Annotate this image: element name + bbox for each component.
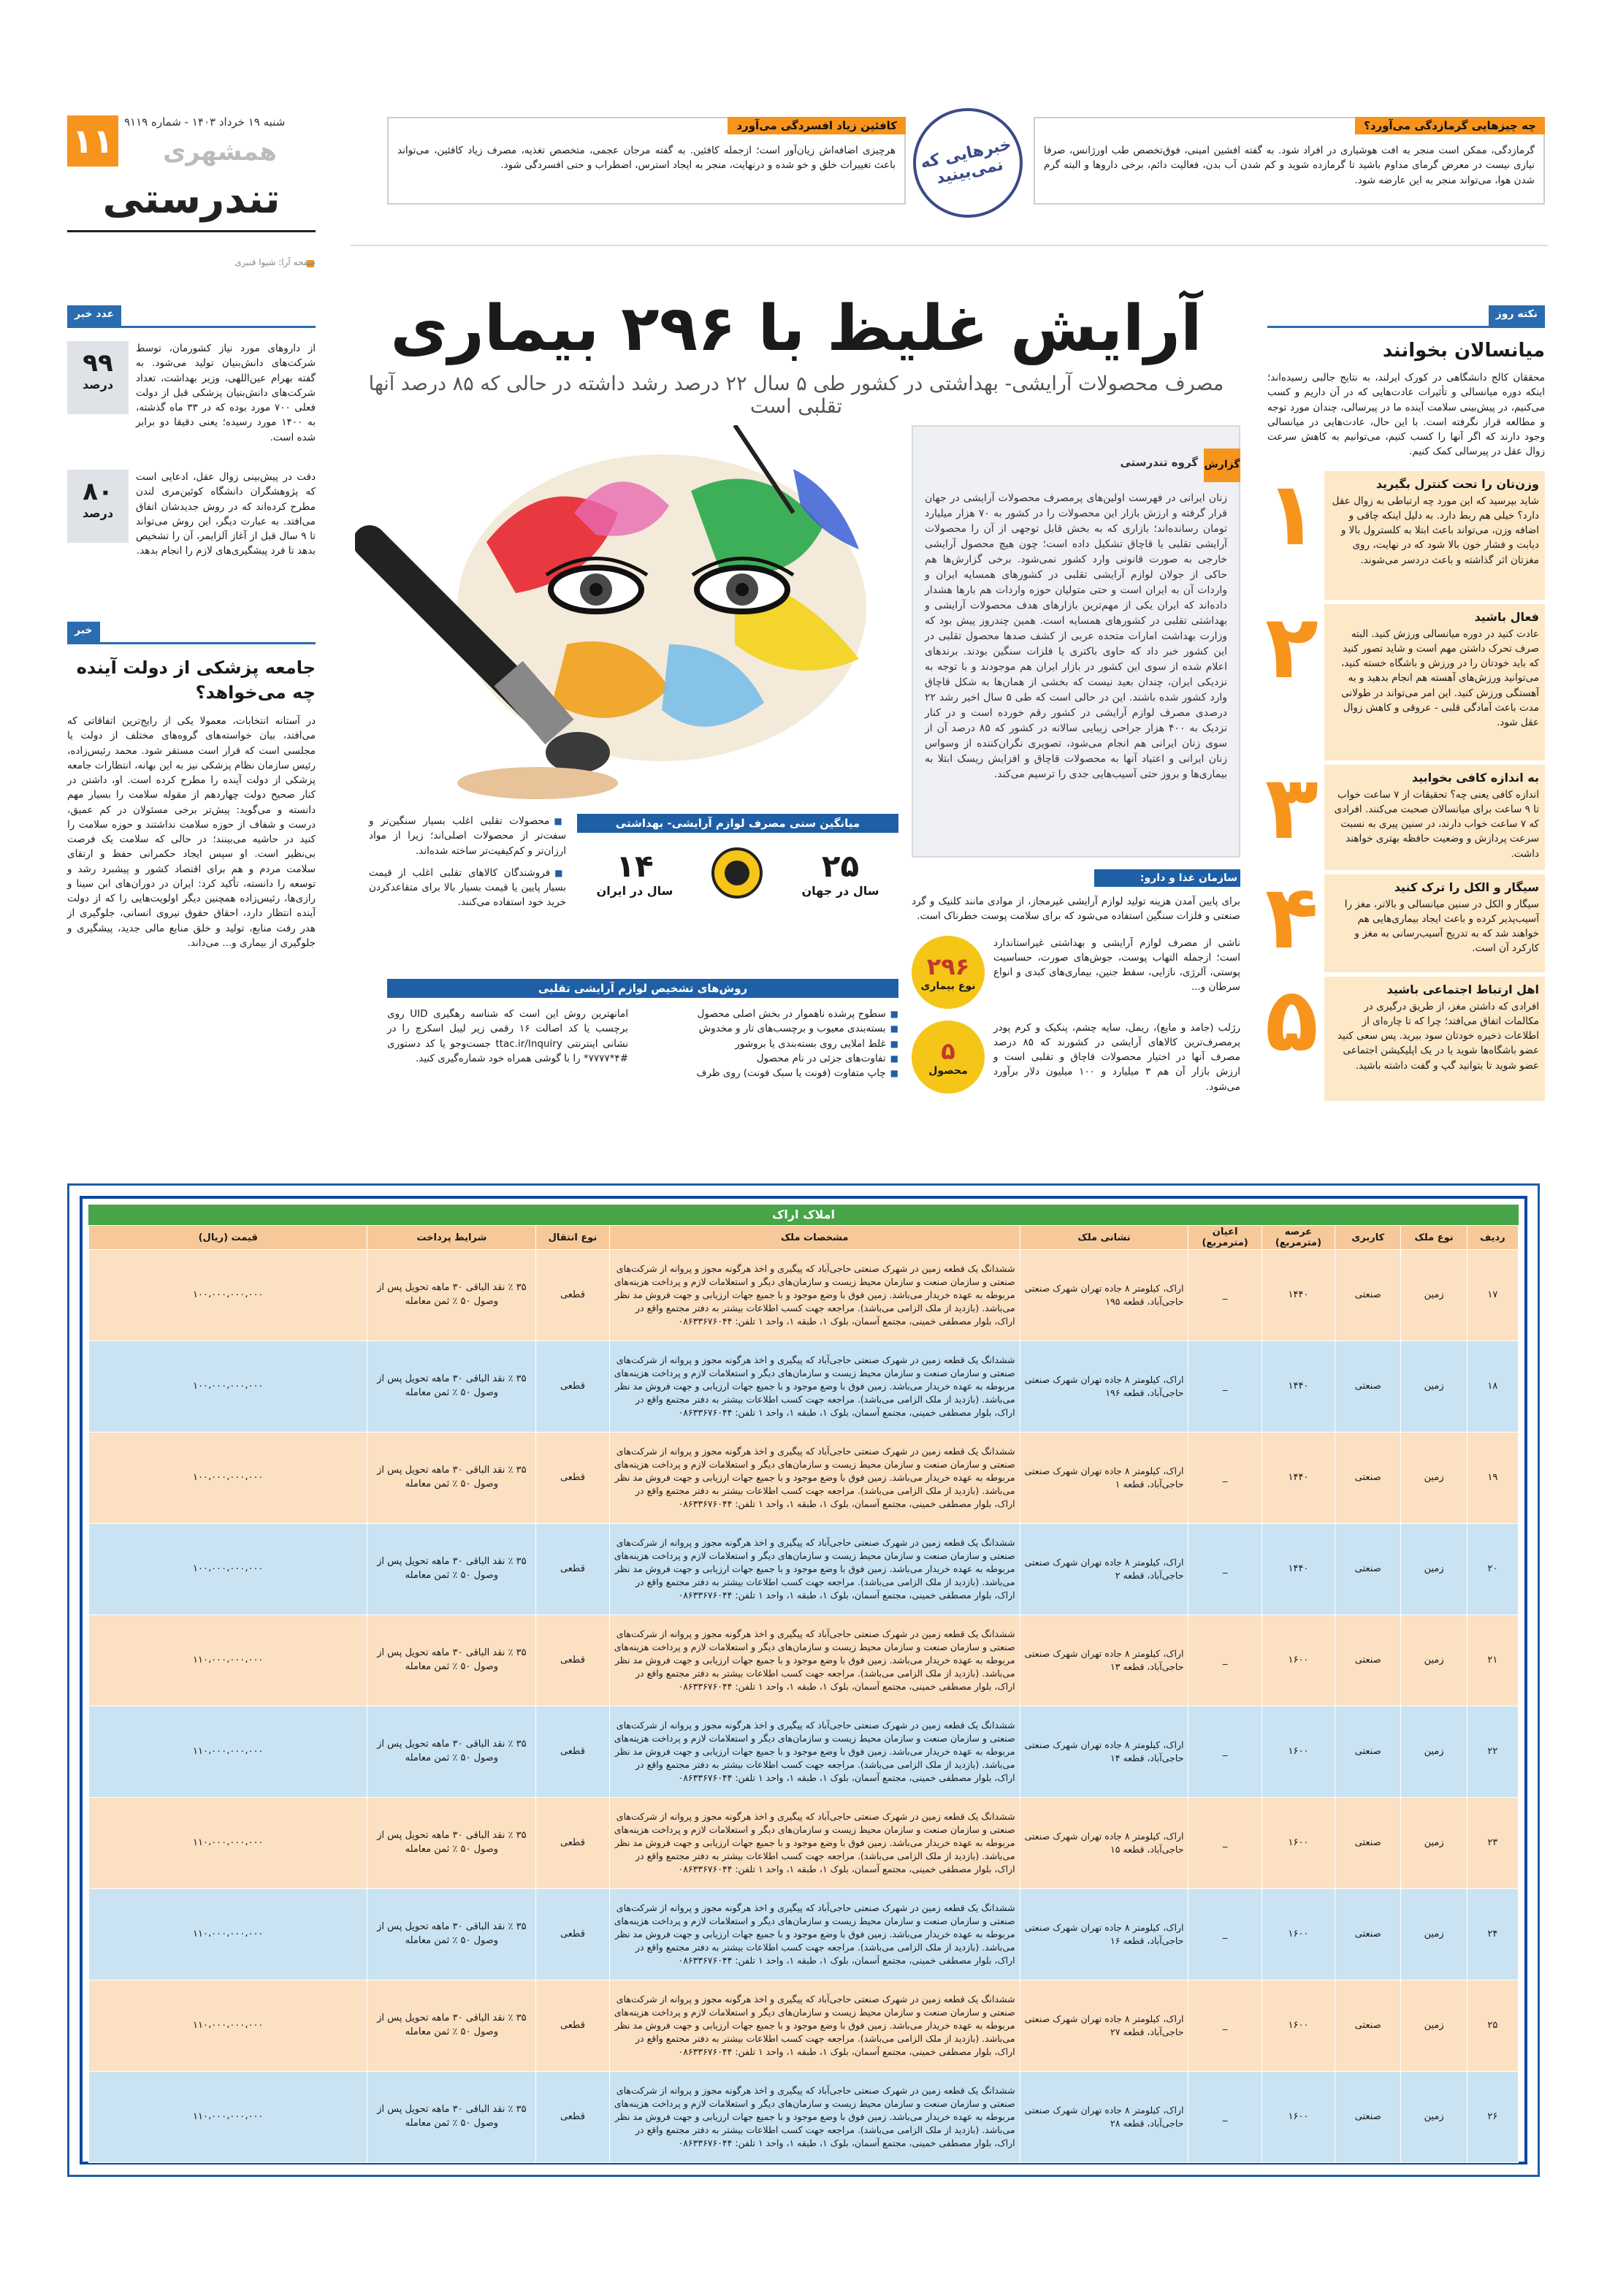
tip-item — [1264, 757, 1545, 870]
cell-use: صنعتی — [1335, 1615, 1401, 1706]
age-stats — [577, 847, 898, 899]
age-iran — [597, 848, 673, 898]
top-news-left — [387, 117, 906, 205]
cell-area: ۱۶۰۰ — [1261, 1615, 1335, 1706]
cell-type: زمین — [1401, 1250, 1467, 1341]
cell-transfer: قطعی — [536, 1433, 609, 1524]
cell-row: ۱۹ — [1467, 1433, 1518, 1524]
detect-item: ■ غلط املایی روی بسته‌بندی یا بروشور — [640, 1037, 898, 1051]
tip-item — [1264, 596, 1545, 760]
table-row — [89, 1615, 1519, 1706]
page-editor: صفحه آرا: شیوا قنبری — [234, 257, 316, 267]
cell-use: صنعتی — [1335, 1341, 1401, 1433]
cell-build: _ — [1188, 1433, 1261, 1524]
cell-type: زمین — [1401, 1341, 1467, 1433]
cell-row: ۲۴ — [1467, 1889, 1518, 1980]
cell-type: زمین — [1401, 1706, 1467, 1798]
cell-desc: ششدانگ یک قطعه زمین در شهرک صنعتی حاجی‌آباد که پیگیری و اخذ هرگونه مجوز و پروانه از شرکت‌های صنعتی و سازمان صنعت و سازمان محیط زیست و سازمان‌های دیگر و استعلامات لازم و پرداخت هزینه‌های مربوطه به عهده خریدار می‌باشد. زمین فوق با وضع موجود و با جمیع جهات ارزیابی و جهت فروش مد نظر می‌باشد. (بازدید از ملک الزامی می‌باشد). مراجعه جهت کسب اطلاعات بیشتر به دفتر مجتمع واقع در اراک، بلوار مصطفی خمینی، مجتمع آسمان، بلوک ۱، طبقه ۱، واحد ۱ تلفن: ۰۸۶۳۳۶۷۶۰۴۴ — [609, 1433, 1020, 1524]
cell-price: ۱۰۰،۰۰۰،۰۰۰،۰۰۰ — [89, 1433, 367, 1524]
tip-title: به اندازه کافی بخوابید — [1411, 770, 1539, 785]
tip-title: اهل ارتباط اجتماعی باشید — [1386, 982, 1539, 996]
tip-text: سیگار و الکل در سنین میانسالی و بالاتر، مغز را آسیب‌پذیر کرده و باعث ایجاد بیماری‌هایی هم خواهند شد که به تدریج آسیب‌رسانی به مغز و کارکرد آن است. — [1344, 898, 1539, 955]
table-row — [89, 1889, 1519, 1980]
col-header: نوع انتقال — [536, 1226, 609, 1250]
cell-address: اراک، کیلومتر ۸ جاده تهران شهرک صنعتی حاجی‌آباد، قطعه ۱۴ — [1020, 1706, 1188, 1798]
table-row — [89, 1980, 1519, 2072]
cell-type: زمین — [1401, 1524, 1467, 1615]
col-header: عرصه (مترمربع) — [1261, 1226, 1335, 1250]
cell-pay: ۳۵ ٪ نقد الباقی ۳۰ ماهه تحویل پس از وصول ۵۰ ٪ ثمن معامله — [367, 1341, 536, 1433]
cell-desc: ششدانگ یک قطعه زمین در شهرک صنعتی حاجی‌آباد که پیگیری و اخذ هرگونه مجوز و پروانه از شرکت‌های صنعتی و سازمان صنعت و سازمان محیط زیست و سازمان‌های دیگر و استعلامات لازم و پرداخت هزینه‌های مربوطه به عهده خریدار می‌باشد. زمین فوق با وضع موجود و با جمیع جهات ارزیابی و جهت فروش مد نظر می‌باشد. (بازدید از ملک الزامی می‌باشد). مراجعه جهت کسب اطلاعات بیشتر به دفتر مجتمع واقع در اراک، بلوار مصطفی خمینی، مجتمع آسمان، بلوک ۱، طبقه ۱، واحد ۱ تلفن: ۰۸۶۳۳۶۷۶۰۴۴ — [609, 1980, 1020, 2072]
cell-use: صنعتی — [1335, 1524, 1401, 1615]
cell-build: _ — [1188, 2072, 1261, 2163]
cell-area: ۱۶۰۰ — [1261, 1706, 1335, 1798]
disease-count: ۲۹۶ — [926, 952, 970, 980]
table-row — [89, 2072, 1519, 2163]
cell-pay: ۳۵ ٪ نقد الباقی ۳۰ ماهه تحویل پس از وصول ۵۰ ٪ ثمن معامله — [367, 1524, 536, 1615]
table-row — [89, 1341, 1519, 1433]
cell-area: ۱۶۰۰ — [1261, 1980, 1335, 2072]
cell-area: ۱۴۴۰ — [1261, 1341, 1335, 1433]
property-ad-frame — [80, 1196, 1527, 2165]
cell-transfer: قطعی — [536, 1980, 609, 2072]
cell-row: ۱۸ — [1467, 1341, 1518, 1433]
cell-price: ۱۱۰،۰۰۰،۰۰۰،۰۰۰ — [89, 2072, 367, 2163]
detect-note: امانهترین روش این است که شناسه رهگیری UID روی برچسب یا کد اصالت ۱۶ رقمی زیر لیبل اسکرچ را در نشانی اینترنتی ttac.ir/Inquiry جست‌وجو یا کد دستوری #۴*۷۷۷۷* را با گوشی همراه خود شماره‌گیری کنید. — [387, 1008, 628, 1064]
fake-points — [369, 814, 566, 910]
col-header: اعیان (مترمربع) — [1188, 1226, 1261, 1250]
table-row — [89, 1433, 1519, 1524]
stat-99-text: از داروهای مورد نیاز کشورمان، توسط شرکت‌های دانش‌بنیان تولید می‌شود. به گفته بهرام عین‌اللهی، وزیر بهداشت، تعداد شرکت‌های دانش‌بنیان پزشکی قبل از دولت فعلی ۷۰۰ مورد بوده که در ۳۳ ماه گذشته، به ۱۴۰۰ مورد رسیده؛ یعنی دقیقا دو برابر شده است. — [136, 343, 316, 443]
stat-99-unit: درصد — [82, 378, 114, 392]
cell-price: ۱۰۰،۰۰۰،۰۰۰،۰۰۰ — [89, 1524, 367, 1615]
cell-use: صنعتی — [1335, 1980, 1401, 2072]
cell-desc: ششدانگ یک قطعه زمین در شهرک صنعتی حاجی‌آباد که پیگیری و اخذ هرگونه مجوز و پروانه از شرکت‌های صنعتی و سازمان صنعت و سازمان محیط زیست و سازمان‌های دیگر و استعلامات لازم و پرداخت هزینه‌های مربوطه به عهده خریدار می‌باشد. زمین فوق با وضع موجود و با جمیع جهات ارزیابی و جهت فروش مد نظر می‌باشد. (بازدید از ملک الزامی می‌باشد). مراجعه جهت کسب اطلاعات بیشتر به دفتر مجتمع واقع در اراک، بلوار مصطفی خمینی، مجتمع آسمان، بلوک ۱، طبقه ۱، واحد ۱ تلفن: ۰۸۶۳۳۶۷۶۰۴۴ — [609, 2072, 1020, 2163]
cell-transfer: قطعی — [536, 1889, 609, 1980]
cell-row: ۲۳ — [1467, 1798, 1518, 1889]
col-header: مشخصات ملک — [609, 1226, 1020, 1250]
number-news-rule — [67, 326, 316, 328]
cell-pay: ۳۵ ٪ نقد الباقی ۳۰ ماهه تحویل پس از وصول ۵۰ ٪ ثمن معامله — [367, 1798, 536, 1889]
stat-99-box — [67, 341, 129, 414]
cell-pay: ۳۵ ٪ نقد الباقی ۳۰ ماهه تحویل پس از وصول ۵۰ ٪ ثمن معامله — [367, 1250, 536, 1341]
stat-80 — [67, 470, 316, 609]
tip-box — [1324, 604, 1545, 760]
news-tag: خبر — [67, 622, 100, 642]
table-row — [89, 1798, 1519, 1889]
cell-use: صنعتی — [1335, 1250, 1401, 1341]
detect-item: ■ بسته‌بندی معیوب و برچسب‌های تار و مخدوش — [640, 1021, 898, 1036]
top-news-right-text: گرمازدگی، ممکن است منجر به افت هوشیاری در افراد شود. به گفته افشین امینی، فوق‌تخصص طب اورژانس، صرفا نیازی نیست در معرض گرمای مداوم باشید تا گرمازده شوید و کم شدن آب بدن، فعالیت دائم، برخی داروها و البته گرم شدن هوا، می‌تواند منجر به این عارضه شود. — [1044, 145, 1535, 186]
property-table — [88, 1225, 1519, 2163]
disease-badge — [912, 936, 985, 1009]
cell-use: صنعتی — [1335, 1433, 1401, 1524]
disease-label: نوع بیماری — [920, 980, 976, 992]
table-row — [89, 1706, 1519, 1798]
products-label: محصول — [928, 1064, 968, 1077]
cell-desc: ششدانگ یک قطعه زمین در شهرک صنعتی حاجی‌آباد که پیگیری و اخذ هرگونه مجوز و پروانه از شرکت‌های صنعتی و سازمان صنعت و سازمان محیط زیست و سازمان‌های دیگر و استعلامات لازم و پرداخت هزینه‌های مربوطه به عهده خریدار می‌باشد. زمین فوق با وضع موجود و با جمیع جهات ارزیابی و جهت فروش مد نظر می‌باشد. (بازدید از ملک الزامی می‌باشد). مراجعه جهت کسب اطلاعات بیشتر به دفتر مجتمع واقع در اراک، بلوار مصطفی خمینی، مجتمع آسمان، بلوک ۱، طبقه ۱، واحد ۱ تلفن: ۰۸۶۳۳۶۷۶۰۴۴ — [609, 1341, 1020, 1433]
tip-number: ۵ — [1264, 969, 1318, 1071]
cell-build: _ — [1188, 1524, 1261, 1615]
main-headline: آرایش غلیظ با ۲۹۶ بیماری — [390, 292, 1202, 365]
newspaper-logo: همشهری — [163, 137, 277, 167]
cell-address: اراک، کیلومتر ۸ جاده تهران شهرک صنعتی حاجی‌آباد، قطعه ۱۳ — [1020, 1615, 1188, 1706]
age-iran-label: سال در ایران — [596, 884, 673, 898]
age-world — [802, 848, 879, 898]
cell-transfer: قطعی — [536, 1706, 609, 1798]
cell-use: صنعتی — [1335, 2072, 1401, 2163]
col-header: ردیف — [1467, 1226, 1518, 1250]
tip-item — [1264, 969, 1545, 1101]
tip-title: وزن‌تان را تحت کنترل بگیرید — [1375, 476, 1539, 491]
disease-text: ناشی از مصرف لوازم آرایشی و بهداشتی غیراستاندارد است؛ ازجمله التهاب پوست، جوش‌های صورت، حساسیت پوستی، آلرژی، نازایی، سقط جنین، بیماری‌های کبدی و انواع سرطان و... — [993, 937, 1240, 993]
cell-build: _ — [1188, 1889, 1261, 1980]
tip-item — [1264, 866, 1545, 972]
fake-point: ■ فروشندگان کالاهای تقلبی اغلب از قیمت بسیار پایین یا قیمت بسیار بالا برای متقاعدکردن خرید خود استفاده می‌کنند. — [369, 866, 566, 910]
age-title: میانگین سنی مصرف لوازم آرایشی- بهداشتی — [577, 814, 898, 833]
cell-row: ۲۵ — [1467, 1980, 1518, 2072]
number-news-tag: عدد خبر — [67, 305, 121, 326]
cell-price: ۱۱۰،۰۰۰،۰۰۰،۰۰۰ — [89, 1889, 367, 1980]
makeup-face-illustration — [355, 425, 904, 805]
cell-row: ۲۲ — [1467, 1706, 1518, 1798]
age-world-value: ۲۵ — [821, 848, 860, 884]
cell-area: ۱۶۰۰ — [1261, 1798, 1335, 1889]
cell-use: صنعتی — [1335, 1889, 1401, 1980]
cell-row: ۲۰ — [1467, 1524, 1518, 1615]
cell-address: اراک، کیلومتر ۸ جاده تهران شهرک صنعتی حاجی‌آباد، قطعه ۲۸ — [1020, 2072, 1188, 2163]
news-title: جامعه پزشکی از دولت آینده چه می‌خواهد؟ — [76, 657, 316, 703]
tip-text: شاید بپرسید که این مورد چه ارتباطی به زوال عقل دارد؟ خیلی هم ربط دارد. به دلیل اینکه چاقی و اضافه وزن، می‌تواند باعث ابتلا به کلسترول بالا و دیابت و فشار خون بالا شود که در نهایت، روی مغزتان اثر گذاشته و باعث دردسر می‌شوند. — [1332, 495, 1539, 566]
cell-type: زمین — [1401, 1615, 1467, 1706]
col-header: کاربری — [1335, 1226, 1401, 1250]
stat-80-box — [67, 470, 129, 543]
cell-pay: ۳۵ ٪ نقد الباقی ۳۰ ماهه تحویل پس از وصول ۵۰ ٪ ثمن معامله — [367, 1980, 536, 2072]
detect-item: ■ تفاوت‌های جزئی در نام محصول — [640, 1051, 898, 1066]
mirror-glass — [725, 861, 749, 885]
cell-area: ۱۴۴۰ — [1261, 1433, 1335, 1524]
stat-80-text: دقت در پیش‌بینی زوال عقل، ادعایی است که پژوهشگران دانشگاه کوئین‌مری لندن مطرح کرده‌اند که در روش جدیدشان اتفاق می‌افتد. به عبارت دیگر، این روش می‌تواند تا ۹ سال قبل از آغاز آلزایمر، آن را تشخیص بدهد تا فرد پیشگیری‌های لازم را انجام بدهد. — [136, 471, 316, 557]
cell-type: زمین — [1401, 1980, 1467, 2072]
property-ad — [67, 1183, 1540, 2177]
section-title: تندرستی — [102, 175, 280, 223]
cell-build: _ — [1188, 1798, 1261, 1889]
table-body — [89, 1250, 1519, 2163]
fda-text: برای پایین آمدن هزینه تولید لوازم آرایشی غیرمجاز، از موادی مانند کلنیک و گرد صنعتی و فلزات سنگین استفاده می‌شود که برای سلامت پوست خطرناک است. — [912, 896, 1240, 923]
report-text: زنان ایرانی در فهرست اولین‌های پرمصرف محصولات آرایشی در جهان قرار گرفته و ارزش بازار این محصولات را در کشور به ۷۰ هزار میلیارد تومان رسانده‌اند؛ بازاری که به بخش قابل توجهی از آن را محصولات آرایشی تقلبی یا قاچاق تشکیل داده است؛ چون هیچ محصول آرایشی خارجی به صورت قانونی وارد کشور نمی‌شود. برخی گزارش‌ها هم حاکی از جولان لوازم آرایشی تقلبی در کشورهای همسایه ایران و واردات آن به ایران است و حتی متولیان حوزه واردات هم بارها هشدار داده‌اند که ایران یکی از مهم‌ترین بازارهای هدف محصولات آرایشی و بهداشتی تقلبی در کشورهای همسایه است. همین چندروز پیش بود که وزارت بهداشت امارات متحده عربی از کشف صدها محصول تقلبی در این کشور خبر داد که حاوی باکتری یا فلزات سنگین بودند. برندهای اعلام شده از سوی این کشور در بازار ایران هم موجودند و با توجه به نزدیکی ایران، چندان بعید نیست که بخشی از همان‌ها به شکل قاچاق وارد کشور شده باشند. این در حالی است که طی ۵ سال اخیر رشد ۲۲ درصدی مصرف لوازم آرایشی در کشور رقم خورده است و در کنار نزدیک به ۴۰۰ هزار جراحی زیبایی سالانه در کشور که ۸۵ درصد آن از سوی زنان ایرانی هم انجام می‌شود، تصویری نگران‌کننده از وسواس زنان ایرانی و اعتیاد آنها به محصولات قاچاق و افزایش ریسک ابتلا به بیماری‌ها و بروز حتی آسیب‌هایی جدی را ترسیم می‌کند. — [925, 492, 1227, 780]
table-row — [89, 1524, 1519, 1615]
hidden-news-stamp — [903, 98, 1033, 228]
tip-number: ۴ — [1264, 866, 1318, 969]
stat-80-value: ۸۰ — [83, 477, 113, 506]
cell-build: _ — [1188, 1250, 1261, 1341]
right-column — [1264, 305, 1545, 1101]
cell-address: اراک، کیلومتر ۸ جاده تهران شهرک صنعتی حاجی‌آباد، قطعه ۱ — [1020, 1433, 1188, 1524]
col-header: نشانی ملک — [1020, 1226, 1188, 1250]
tip-text: افرادی که داشتن مغز، از طریق درگیری در مکالمات اتفاق می‌افتد؛ چرا که تا چاره‌ای از اطلاعات ذخیره خودتان سود ببرید. پس سعی کنید عضو باشگاه‌ها شوید یا در یک اپلیکیشن اجتماعی عضو شوید تا بتوانید گپ و گفت داشته باشید. — [1337, 1000, 1539, 1072]
cell-row: ۲۶ — [1467, 2072, 1518, 2163]
top-news-right-tag: چه چیزهایی گرمازدگی می‌آورد؟ — [1355, 117, 1545, 134]
tips-list — [1264, 463, 1545, 1101]
tip-number: ۱ — [1264, 463, 1318, 565]
cell-row: ۲۱ — [1467, 1615, 1518, 1706]
tip-rule — [1267, 326, 1545, 328]
cell-transfer: قطعی — [536, 1250, 609, 1341]
cell-transfer: قطعی — [536, 1524, 609, 1615]
top-news-left-text: هرچیزی اضافه‌اش زیان‌آور است؛ ازجمله کافئین. به گفته مرجان عجمی، متخصص تغذیه، مصرف زیاد کافئین، می‌تواند باعث تغییرات خلق و خو شده و درنهایت، منجر به ایجاد استرس، اضطراب و حتی افسردگی شود. — [397, 145, 896, 172]
cell-desc: ششدانگ یک قطعه زمین در شهرک صنعتی حاجی‌آباد که پیگیری و اخذ هرگونه مجوز و پروانه از شرکت‌های صنعتی و سازمان صنعت و سازمان محیط زیست و سازمان‌های دیگر و استعلامات لازم و پرداخت هزینه‌های مربوطه به عهده خریدار می‌باشد. زمین فوق با وضع موجود و با جمیع جهات ارزیابی و جهت فروش مد نظر می‌باشد. (بازدید از ملک الزامی می‌باشد). مراجعه جهت کسب اطلاعات بیشتر به دفتر مجتمع واقع در اراک، بلوار مصطفی خمینی، مجتمع آسمان، بلوک ۱، طبقه ۱، واحد ۱ تلفن: ۰۸۶۳۳۶۷۶۰۴۴ — [609, 1798, 1020, 1889]
report-box — [912, 425, 1240, 858]
cell-address: اراک، کیلومتر ۸ جاده تهران شهرک صنعتی حاجی‌آباد، قطعه ۱۹۶ — [1020, 1341, 1188, 1433]
age-panel — [577, 814, 898, 899]
cell-pay: ۳۵ ٪ نقد الباقی ۳۰ ماهه تحویل پس از وصول ۵۰ ٪ ثمن معامله — [367, 1433, 536, 1524]
tip-number: ۲ — [1264, 596, 1318, 698]
tip-title: سیگار و الکل را ترک کنید — [1394, 880, 1539, 894]
tip-box — [1324, 471, 1545, 600]
cell-area: ۱۶۰۰ — [1261, 2072, 1335, 2163]
tip-title: فعال باشید — [1474, 609, 1539, 624]
table-title: املاک اراک — [88, 1205, 1519, 1225]
col-header: شرایط پرداخت — [367, 1226, 536, 1250]
cell-desc: ششدانگ یک قطعه زمین در شهرک صنعتی حاجی‌آباد که پیگیری و اخذ هرگونه مجوز و پروانه از شرکت‌های صنعتی و سازمان صنعت و سازمان محیط زیست و سازمان‌های دیگر و استعلامات لازم و پرداخت هزینه‌های مربوطه به عهده خریدار می‌باشد. زمین فوق با وضع موجود و با جمیع جهات ارزیابی و جهت فروش مد نظر می‌باشد. (بازدید از ملک الزامی می‌باشد). مراجعه جهت کسب اطلاعات بیشتر به دفتر مجتمع واقع در اراک، بلوار مصطفی خمینی، مجتمع آسمان، بلوک ۱، طبقه ۱، واحد ۱ تلفن: ۰۸۶۳۳۶۷۶۰۴۴ — [609, 1250, 1020, 1341]
cell-transfer: قطعی — [536, 1615, 609, 1706]
top-divider — [351, 245, 1549, 246]
cell-use: صنعتی — [1335, 1798, 1401, 1889]
cell-use: صنعتی — [1335, 1706, 1401, 1798]
cell-pay: ۳۵ ٪ نقد الباقی ۳۰ ماهه تحویل پس از وصول ۵۰ ٪ ثمن معامله — [367, 1889, 536, 1980]
tip-box — [1324, 765, 1545, 870]
tip-title: میانسالان بخوانند — [1382, 340, 1545, 362]
top-news-right — [1034, 117, 1545, 205]
cell-address: اراک، کیلومتر ۸ جاده تهران شهرک صنعتی حاجی‌آباد، قطعه ۱۶ — [1020, 1889, 1188, 1980]
cell-desc: ششدانگ یک قطعه زمین در شهرک صنعتی حاجی‌آباد که پیگیری و اخذ هرگونه مجوز و پروانه از شرکت‌های صنعتی و سازمان صنعت و سازمان محیط زیست و سازمان‌های دیگر و استعلامات لازم و پرداخت هزینه‌های مربوطه به عهده خریدار می‌باشد. زمین فوق با وضع موجود و با جمیع جهات ارزیابی و جهت فروش مد نظر می‌باشد. (بازدید از ملک الزامی می‌باشد). مراجعه جهت کسب اطلاعات بیشتر به دفتر مجتمع واقع در اراک، بلوار مصطفی خمینی، مجتمع آسمان، بلوک ۱، طبقه ۱، واحد ۱ تلفن: ۰۸۶۳۳۶۷۶۰۴۴ — [609, 1706, 1020, 1798]
products-text: رژلب (جامد و مایع)، ریمل، سایه چشم، پنکیک و کرم پودر پرمصرف‌ترین کالاهای آرایشی در کشورند که ۸۵ درصد مصرف آنها در اختیار محصولات قاچاق و تقلبی است و ارزش بازار آن هم ۳ میلیارد و ۱۰۰ میلیون دلار برآورد می‌شود. — [993, 1021, 1240, 1093]
cell-build: _ — [1188, 1706, 1261, 1798]
cell-price: ۱۱۰،۰۰۰،۰۰۰،۰۰۰ — [89, 1615, 367, 1706]
news-rule — [67, 642, 316, 644]
tip-text: اندازه کافی یعنی چه؟ تحقیقات از ۷ ساعت خواب تا ۹ ساعت برای میانسالان صحبت می‌کنند. افرادی که ۷ ساعت خواب دارند، در سنین پیری به نسبت سرعت پردازش و وضعیت حافظه بهتری خواهند داشت. — [1334, 788, 1539, 860]
cell-type: زمین — [1401, 1433, 1467, 1524]
table-header-row — [89, 1226, 1519, 1250]
stamp-text: خبرهایی که نمی‌بینید — [918, 135, 1013, 188]
cell-area: ۱۴۴۰ — [1261, 1250, 1335, 1341]
cell-address: اراک، کیلومتر ۸ جاده تهران شهرک صنعتی حاجی‌آباد، قطعه ۲ — [1020, 1524, 1188, 1615]
cell-type: زمین — [1401, 2072, 1467, 2163]
cell-address: اراک، کیلومتر ۸ جاده تهران شهرک صنعتی حاجی‌آباد، قطعه ۱۵ — [1020, 1798, 1188, 1889]
cell-area: ۱۶۰۰ — [1261, 1889, 1335, 1980]
tip-box — [1324, 874, 1545, 972]
tip-text: عادت کنید در دوره میانسالی ورزش کنید. البته صرف تحرک داشتن مهم است و شاید تصور کنید که باید خودتان را در ورزش و باشگاه خسته کنید، می‌توانید ورزش‌های آهسته هم انجام بدهید و به آهستگی ورزش کنید. این امر می‌تواند در طولانی مدت باعث آمادگی قلبی - عروقی و کاهش زوال عقل شود. — [1340, 628, 1539, 728]
cell-pay: ۳۵ ٪ نقد الباقی ۳۰ ماهه تحویل پس از وصول ۵۰ ٪ ثمن معامله — [367, 2072, 536, 2163]
cell-type: زمین — [1401, 1798, 1467, 1889]
cell-price: ۱۱۰،۰۰۰،۰۰۰،۰۰۰ — [89, 1798, 367, 1889]
tip-item — [1264, 463, 1545, 600]
col-header: قیمت (ریال) — [89, 1226, 367, 1250]
detect-item: ■ سطوح پرشده ناهموار در بخش اصلی محصول — [640, 1007, 898, 1021]
products-badge — [912, 1021, 985, 1094]
news-text: در آستانه انتخابات، معمولا یکی از رایج‌ترین اتفاقاتی که می‌افتد، بیان خواسته‌های گروه‌های مختلف از دولت یا مجلسی است که قرار است مستقر شود. محمد رئیس‌زاده، رئیس سازمان نظام پزشکی نیز به این بهانه، انتظارات جامعه پزشکی از دولت آینده را مطرح کرده است. او، داشتن در کنار صحیح دولت چهاردهم از مقوله سلامت را بسیار مهم دانسته و می‌گوید: پیش‌تر برخی مسئولان در کم عمیق، درست و شفاف از حوزه سلامت نداشتند و حوزه سلامت را کنید در حاشیه می‌بینند؛ در حالی که سلامت یک فرصت بی‌نظیر است. او سپس ایجاد حکمرانی حفظ و ارتقای سلامت مردم و هم برای اقتصاد کشور و پیشبرد رشد و توسعه را دانسته، تأکید کرد: ایران در دوران‌های ابن سینا و رازی‌ها، رئیس‌زاده همچنین دیگر اولویت‌هایی را که از دولت آینده انتظار دارد، احقاق حقوق نیروی انسانی، جلوگیری از هدر رفت منابع، تولید و خلق منابع مالی جدید، پیشگیری و جلوگیری از بیماری و... می‌داند. — [67, 715, 316, 949]
tip-number: ۳ — [1264, 757, 1318, 859]
cell-desc: ششدانگ یک قطعه زمین در شهرک صنعتی حاجی‌آباد که پیگیری و اخذ هرگونه مجوز و پروانه از شرکت‌های صنعتی و سازمان صنعت و سازمان محیط زیست و سازمان‌های دیگر و استعلامات لازم و پرداخت هزینه‌های مربوطه به عهده خریدار می‌باشد. زمین فوق با وضع موجود و با جمیع جهات ارزیابی و جهت فروش مد نظر می‌باشد. (بازدید از ملک الزامی می‌باشد). مراجعه جهت کسب اطلاعات بیشتر به دفتر مجتمع واقع در اراک، بلوار مصطفی خمینی، مجتمع آسمان، بلوک ۱، طبقه ۱، واحد ۱ تلفن: ۰۸۶۳۳۶۷۶۰۴۴ — [609, 1524, 1020, 1615]
detect-item: ■ چاپ متفاوت (فونت یا سبک فونت) روی ظرف — [640, 1066, 898, 1080]
age-world-label: سال در جهان — [801, 884, 879, 898]
top-news-left-tag: کافئین زیاد افسردگی می‌آورد — [728, 117, 906, 134]
cell-price: ۱۱۰،۰۰۰،۰۰۰،۰۰۰ — [89, 1706, 367, 1798]
cell-area: ۱۴۴۰ — [1261, 1524, 1335, 1615]
main-subheadline: مصرف محصولات آرایشی- بهداشتی در کشور طی ۵ سال ۲۲ درصد رشد داشته در حالی که ۸۵ درصد آنها تقلبی است — [368, 373, 1224, 418]
left-column — [67, 305, 316, 950]
cell-build: _ — [1188, 1341, 1261, 1433]
tip-intro: محققان کالج دانشگاهی در کورک ایرلند، به نتایج جالبی رسیده‌اند؛ اینکه دوره میانسالی و تأثیرات عادت‌هایی که در آن داریم و کسب می‌کنیم، در پیش‌بینی سلامت آینده ما در پیرسالی، چندان مورد توجه و مطالعه قرار نگرفته است. با این حال، عادت‌هایی در میانسالی وجود دارند که اگر آنها را کسب کنیم، می‌توانیم به کاهش سرعت زوال عقل در پیرسالی کمک کنیم. — [1267, 372, 1545, 458]
cell-address: اراک، کیلومتر ۸ جاده تهران شهرک صنعتی حاجی‌آباد، قطعه ۱۹۵ — [1020, 1250, 1188, 1341]
cell-desc: ششدانگ یک قطعه زمین در شهرک صنعتی حاجی‌آباد که پیگیری و اخذ هرگونه مجوز و پروانه از شرکت‌های صنعتی و سازمان صنعت و سازمان محیط زیست و سازمان‌های دیگر و استعلامات لازم و پرداخت هزینه‌های مربوطه به عهده خریدار می‌باشد. زمین فوق با وضع موجود و با جمیع جهات ارزیابی و جهت فروش مد نظر می‌باشد. (بازدید از ملک الزامی می‌باشد). مراجعه جهت کسب اطلاعات بیشتر به دفتر مجتمع واقع در اراک، بلوار مصطفی خمینی، مجتمع آسمان، بلوک ۱، طبقه ۱، واحد ۱ تلفن: ۰۸۶۳۳۶۷۶۰۴۴ — [609, 1615, 1020, 1706]
products-count: ۵ — [941, 1037, 955, 1065]
page-number: ۱۱ — [67, 115, 118, 167]
fake-point: ■ محصولات تقلبی اغلب بسیار سنگین‌تر و سفت‌تر از محصولات اصلی‌اند؛ زیرا از مواد ارزان‌تر و کم‌کیفیت‌تر ساخته شده‌اند. — [369, 814, 566, 858]
stat-99-value: ۹۹ — [83, 348, 113, 378]
cell-pay: ۳۵ ٪ نقد الباقی ۳۰ ماهه تحویل پس از وصول ۵۰ ٪ ثمن معامله — [367, 1615, 536, 1706]
cell-price: ۱۰۰،۰۰۰،۰۰۰،۰۰۰ — [89, 1250, 367, 1341]
fda-title: سازمان غذا و دارو: — [1094, 869, 1240, 887]
cell-transfer: قطعی — [536, 2072, 609, 2163]
disease-block — [912, 936, 1240, 1009]
issue-date: شنبه ۱۹ خرداد ۱۴۰۳ - شماره ۹۱۱۹ — [124, 115, 286, 129]
cell-desc: ششدانگ یک قطعه زمین در شهرک صنعتی حاجی‌آباد که پیگیری و اخذ هرگونه مجوز و پروانه از شرکت‌های صنعتی و سازمان صنعت و سازمان محیط زیست و سازمان‌های دیگر و استعلامات لازم و پرداخت هزینه‌های مربوطه به عهده خریدار می‌باشد. زمین فوق با وضع موجود و با جمیع جهات ارزیابی و جهت فروش مد نظر می‌باشد. (بازدید از ملک الزامی می‌باشد). مراجعه جهت کسب اطلاعات بیشتر به دفتر مجتمع واقع در اراک، بلوار مصطفی خمینی، مجتمع آسمان، بلوک ۱، طبقه ۱، واحد ۱ تلفن: ۰۸۶۳۳۶۷۶۰۴۴ — [609, 1889, 1020, 1980]
cell-transfer: قطعی — [536, 1341, 609, 1433]
detect-title: روش‌های تشخیص لوازم آرایشی تقلبی — [387, 979, 898, 998]
detect-body — [387, 1007, 898, 1080]
stat-80-unit: درصد — [82, 506, 114, 520]
table-row — [89, 1250, 1519, 1341]
cell-price: ۱۱۰،۰۰۰،۰۰۰،۰۰۰ — [89, 1980, 367, 2072]
cell-row: ۱۷ — [1467, 1250, 1518, 1341]
products-block — [912, 1021, 1240, 1094]
tip-box — [1324, 977, 1545, 1101]
cell-type: زمین — [1401, 1889, 1467, 1980]
cell-price: ۱۰۰،۰۰۰،۰۰۰،۰۰۰ — [89, 1341, 367, 1433]
cell-address: اراک، کیلومتر ۸ جاده تهران شهرک صنعتی حاجی‌آباد، قطعه ۲۷ — [1020, 1980, 1188, 2072]
cell-transfer: قطعی — [536, 1798, 609, 1889]
tip-tag: نکته روز — [1489, 305, 1545, 326]
cell-build: _ — [1188, 1980, 1261, 2072]
cell-pay: ۳۵ ٪ نقد الباقی ۳۰ ماهه تحویل پس از وصول ۵۰ ٪ ثمن معامله — [367, 1706, 536, 1798]
report-author: گروه تندرستی — [1120, 456, 1198, 469]
fda-section — [912, 869, 1240, 1094]
col-header: نوع ملک — [1401, 1226, 1467, 1250]
detect-panel — [387, 979, 898, 1080]
mirror-icon — [711, 847, 763, 899]
report-tag: گزارش — [1204, 449, 1240, 482]
detect-list — [640, 1007, 898, 1080]
stat-99 — [67, 341, 316, 465]
age-iran-value: ۱۴ — [616, 848, 654, 884]
cell-build: _ — [1188, 1615, 1261, 1706]
